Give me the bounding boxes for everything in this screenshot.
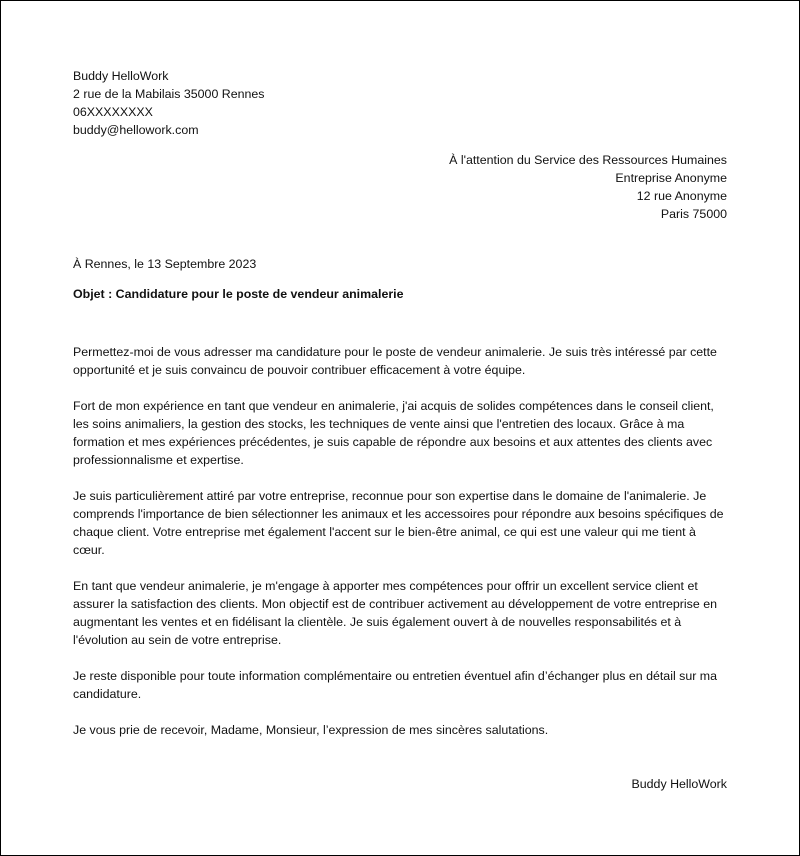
sender-phone: 06XXXXXXXX	[73, 105, 153, 119]
paragraph-motivation: Je suis particulièrement attiré par votre entreprise, reconnue pour son expertise dans le domaine de l'animalerie. Je comprends l'importance de bien sélectionner les animaux et les accessoires pour répondre aux besoins spécifiques de chaque client. Votre entreprise met également l'accent sur le bien-être animal, ce qui est une valeur qui me tient à cœur.	[73, 489, 724, 557]
paragraph-introduction: Permettez-moi de vous adresser ma candidature pour le poste de vendeur animalerie. Je suis très intéressé par cette opportunité et je suis convaincu de pouvoir contribuer efficacement à votre équipe.	[73, 345, 717, 377]
recipient-block	[307, 151, 727, 223]
recipient-company: Entreprise Anonyme	[615, 171, 727, 185]
letter-date: À Rennes, le 13 Septembre 2023	[73, 257, 257, 271]
paragraph-closing: Je vous prie de recevoir, Madame, Monsieur, l’expression de mes sincères salutations.	[73, 723, 549, 737]
letter-subject: Objet : Candidature pour le poste de vendeur animalerie	[73, 287, 404, 301]
recipient-street: 12 rue Anonyme	[636, 189, 727, 203]
recipient-attention: À l'attention du Service des Ressources Humaines	[449, 153, 727, 167]
sender-block	[73, 67, 473, 139]
paragraph-commitment: En tant que vendeur animalerie, je m'engage à apporter mes compétences pour offrir un excellent service client et assurer la satisfaction des clients. Mon objectif est de contribuer activement au développement de votre entreprise en augmentant les ventes et en fidélisant la clientèle. Je suis également ouvert à de nouvelles responsabilités et à l'évolution au sein de votre entreprise.	[73, 579, 717, 647]
sender-address: 2 rue de la Mabilais 35000 Rennes	[73, 87, 265, 101]
paragraph-availability: Je reste disponible pour toute information complémentaire ou entretien éventuel afin d’échanger plus en détail sur ma candidature.	[73, 669, 718, 701]
paragraph-experience: Fort de mon expérience en tant que vendeur en animalerie, j'ai acquis de solides compétences dans le conseil client, les soins animaliers, la gestion des stocks, les techniques de vente ainsi que l'entretien des locaux. Grâce à ma formation et mes expériences précédentes, je suis capable de répondre aux besoins et aux attentes des clients avec professionnalisme et expertise.	[73, 399, 714, 467]
recipient-city: Paris 75000	[660, 207, 727, 221]
letter-body	[73, 343, 729, 757]
sender-name: Buddy HelloWork	[73, 69, 169, 83]
sender-email: buddy@hellowork.com	[73, 123, 199, 137]
signature: Buddy HelloWork	[631, 777, 727, 791]
